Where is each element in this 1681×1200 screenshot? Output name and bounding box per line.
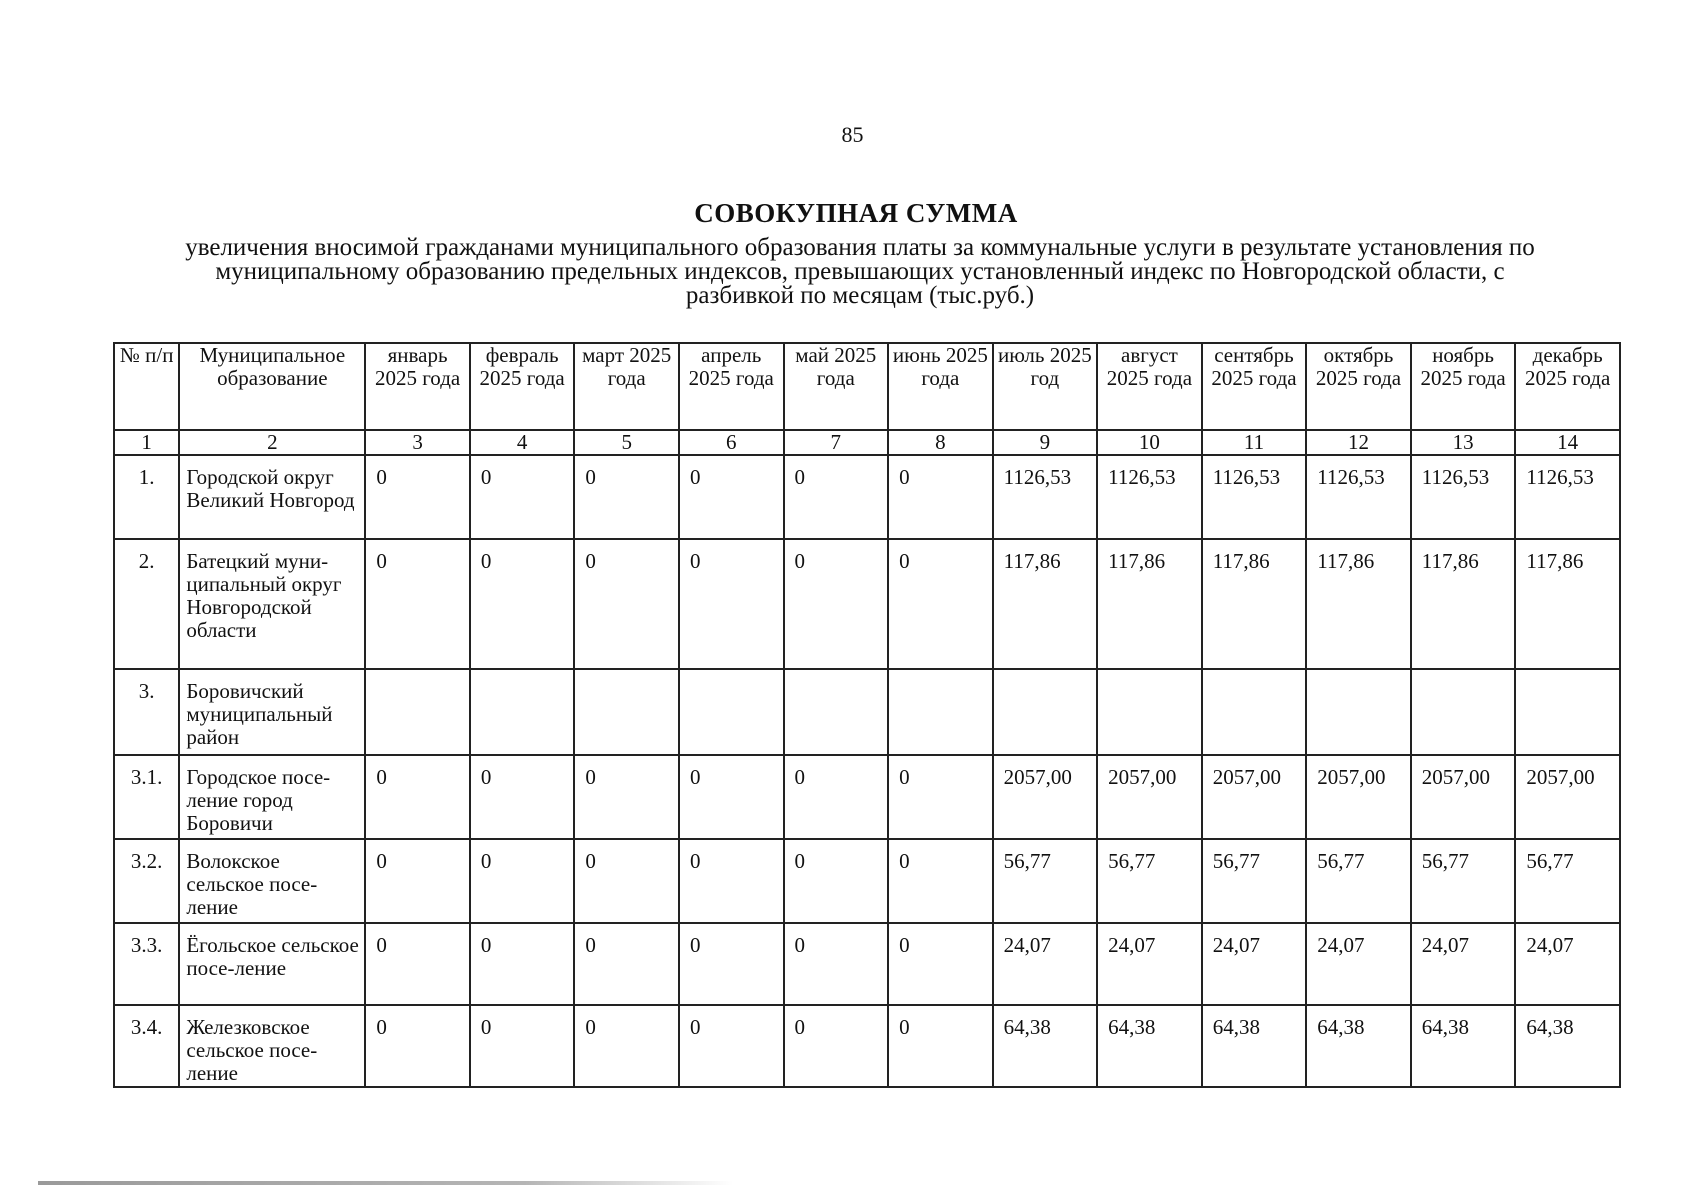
month-value: 0 (784, 755, 889, 839)
month-value: 0 (365, 755, 470, 839)
row-number: 2. (114, 539, 179, 669)
column-header: март 2025 года (574, 343, 679, 430)
table-row (114, 839, 1620, 923)
month-value: 117,86 (1097, 539, 1202, 669)
month-value: 24,07 (1515, 923, 1620, 1005)
table-body (114, 455, 1620, 1087)
document-subtitle: увеличения вносимой гражданами муниципального образования платы за коммунальные услуги в результате установления по муниципальному образованию предельных индексов, превышающих установленный индекс по Новгородской области, с разбивкой по месяцам (тыс.руб.) (185, 234, 1535, 309)
month-value: 0 (574, 539, 679, 669)
month-value: 0 (784, 839, 889, 923)
month-value: 64,38 (993, 1005, 1098, 1087)
month-value: 24,07 (993, 923, 1098, 1005)
month-value (784, 669, 889, 755)
month-value: 56,77 (1306, 839, 1411, 923)
month-value: 0 (679, 755, 784, 839)
month-value: 1126,53 (1097, 455, 1202, 539)
page-number: 85 (841, 122, 864, 147)
month-value: 0 (679, 455, 784, 539)
month-value: 24,07 (1097, 923, 1202, 1005)
table-row (114, 923, 1620, 1005)
month-value: 64,38 (1097, 1005, 1202, 1087)
column-header: ноябрь 2025 года (1411, 343, 1516, 430)
month-value: 0 (574, 839, 679, 923)
column-header: декабрь 2025 года (1515, 343, 1620, 430)
month-value: 1126,53 (1411, 455, 1516, 539)
month-value: 24,07 (1411, 923, 1516, 1005)
month-value: 1126,53 (1202, 455, 1307, 539)
month-value: 56,77 (993, 839, 1098, 923)
column-header: август 2025 года (1097, 343, 1202, 430)
municipality-name: Железковское сельское посе-ление (179, 1005, 365, 1087)
month-value: 64,38 (1515, 1005, 1620, 1087)
column-number: 2 (179, 430, 365, 455)
month-value: 0 (784, 1005, 889, 1087)
month-value: 0 (470, 539, 575, 669)
month-value (470, 669, 575, 755)
column-header: сентябрь 2025 года (1202, 343, 1307, 430)
column-number: 8 (888, 430, 993, 455)
column-header: февраль 2025 года (470, 343, 575, 430)
table-row (114, 669, 1620, 755)
column-number: 3 (365, 430, 470, 455)
month-value: 56,77 (1202, 839, 1307, 923)
column-header: Муниципальное образование (179, 343, 365, 430)
column-number: 9 (993, 430, 1098, 455)
column-header: апрель 2025 года (679, 343, 784, 430)
column-number: 5 (574, 430, 679, 455)
month-value: 0 (470, 755, 575, 839)
month-value: 0 (784, 455, 889, 539)
month-value: 0 (679, 1005, 784, 1087)
month-value: 1126,53 (1306, 455, 1411, 539)
column-number: 7 (784, 430, 889, 455)
month-value: 0 (470, 923, 575, 1005)
row-number: 3. (114, 669, 179, 755)
month-value: 0 (888, 755, 993, 839)
month-value: 0 (784, 923, 889, 1005)
month-value: 0 (470, 1005, 575, 1087)
month-value: 24,07 (1306, 923, 1411, 1005)
column-number: 6 (679, 430, 784, 455)
scan-artifact-rule (38, 1181, 733, 1185)
month-value: 0 (470, 455, 575, 539)
month-value: 0 (679, 539, 784, 669)
month-value: 0 (470, 839, 575, 923)
month-value: 0 (365, 539, 470, 669)
municipality-name: Ёгольское сельское посе-ление (179, 923, 365, 1005)
municipality-name: Городской округ Великий Новгород (179, 455, 365, 539)
row-number: 1. (114, 455, 179, 539)
column-header: октябрь 2025 года (1306, 343, 1411, 430)
column-header: июнь 2025 года (888, 343, 993, 430)
month-value (1515, 669, 1620, 755)
table-row (114, 1005, 1620, 1087)
municipality-name: Батецкий муни-ципальный округ Новгородской области (179, 539, 365, 669)
month-value: 1126,53 (993, 455, 1098, 539)
month-value: 0 (574, 923, 679, 1005)
month-value: 0 (365, 1005, 470, 1087)
month-value (1202, 669, 1307, 755)
document-title: СОВОКУПНАЯ СУММА (694, 198, 1018, 228)
month-value: 0 (365, 923, 470, 1005)
row-number: 3.1. (114, 755, 179, 839)
month-value: 0 (365, 455, 470, 539)
month-value: 0 (888, 1005, 993, 1087)
municipality-name: Боровичский муниципальный район (179, 669, 365, 755)
month-value: 1126,53 (1515, 455, 1620, 539)
month-value: 64,38 (1411, 1005, 1516, 1087)
month-value: 117,86 (1202, 539, 1307, 669)
column-number: 1 (114, 430, 179, 455)
month-value: 64,38 (1306, 1005, 1411, 1087)
month-value (993, 669, 1098, 755)
month-value: 0 (888, 455, 993, 539)
column-number-row (114, 430, 1620, 455)
month-value: 24,07 (1202, 923, 1307, 1005)
column-number: 13 (1411, 430, 1516, 455)
column-header: июль 2025 год (993, 343, 1098, 430)
month-value (888, 669, 993, 755)
month-value: 56,77 (1097, 839, 1202, 923)
month-value: 56,77 (1411, 839, 1516, 923)
month-value: 0 (574, 755, 679, 839)
column-number: 10 (1097, 430, 1202, 455)
month-value (679, 669, 784, 755)
month-value: 0 (784, 539, 889, 669)
month-value: 117,86 (1306, 539, 1411, 669)
month-value: 2057,00 (1097, 755, 1202, 839)
row-number: 3.2. (114, 839, 179, 923)
month-value: 2057,00 (1306, 755, 1411, 839)
municipality-name: Волокское сельское посе-ление (179, 839, 365, 923)
municipality-name: Городское посе-ление город Боровичи (179, 755, 365, 839)
month-value (365, 669, 470, 755)
column-header: январь 2025 года (365, 343, 470, 430)
table-row (114, 455, 1620, 539)
table-row (114, 539, 1620, 669)
month-value: 0 (574, 455, 679, 539)
month-value: 2057,00 (1411, 755, 1516, 839)
column-number: 14 (1515, 430, 1620, 455)
month-value: 2057,00 (993, 755, 1098, 839)
column-header: № п/п (114, 343, 179, 430)
month-value (1411, 669, 1516, 755)
month-value: 0 (679, 923, 784, 1005)
column-number: 4 (470, 430, 575, 455)
row-number: 3.4. (114, 1005, 179, 1087)
month-value: 0 (888, 839, 993, 923)
month-value: 0 (574, 1005, 679, 1087)
month-value: 0 (679, 839, 784, 923)
month-value: 0 (365, 839, 470, 923)
month-value: 117,86 (1515, 539, 1620, 669)
month-value: 0 (888, 539, 993, 669)
month-value: 64,38 (1202, 1005, 1307, 1087)
table-row (114, 755, 1620, 839)
column-number: 11 (1202, 430, 1307, 455)
month-value (1306, 669, 1411, 755)
header-row (114, 343, 1620, 430)
month-value (1097, 669, 1202, 755)
month-value: 117,86 (1411, 539, 1516, 669)
month-value: 117,86 (993, 539, 1098, 669)
column-number: 12 (1306, 430, 1411, 455)
column-header: май 2025 года (784, 343, 889, 430)
month-value (574, 669, 679, 755)
month-value: 0 (888, 923, 993, 1005)
month-value: 56,77 (1515, 839, 1620, 923)
month-value: 2057,00 (1202, 755, 1307, 839)
month-value: 2057,00 (1515, 755, 1620, 839)
row-number: 3.3. (114, 923, 179, 1005)
data-table (113, 342, 1621, 1088)
